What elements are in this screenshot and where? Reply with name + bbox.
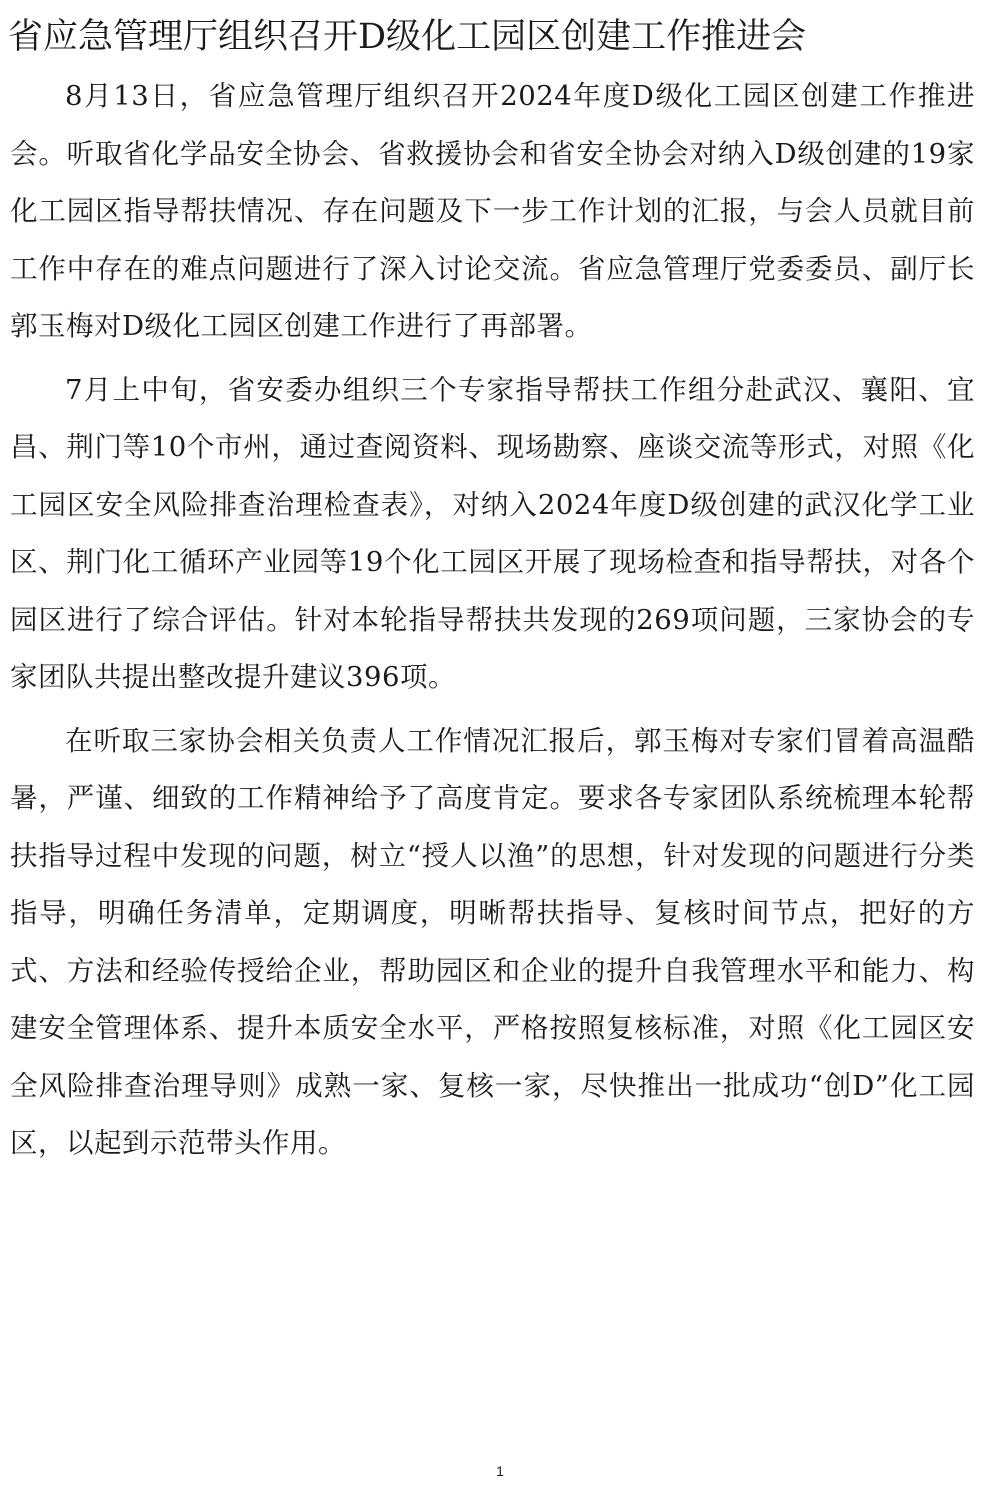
- document-body: [10, 68, 975, 1179]
- page-number: 1: [496, 1463, 504, 1479]
- paragraph-2: 7月上中旬，省安委办组织三个专家指导帮扶工作组分赴武汉、襄阳、宜昌、荆门等10个市州，通过查阅资料、现场勘察、座谈交流等形式，对照《化工园区安全风险排查治理检查表》，对纳入2024年度D级创建的武汉化学工业区、荆门化工循环产业园等19个化工园区开展了现场检查和指导帮扶，对各个园区进行了综合评估。针对本轮指导帮扶共发现的269项问题，三家协会的专家团队共提出整改提升建议396项。: [10, 373, 975, 693]
- document-title: 省应急管理厅组织召开D级化工园区创建工作推进会: [8, 17, 807, 57]
- paragraph-1: 8月13日，省应急管理厅组织召开2024年度D级化工园区创建工作推进会。听取省化学品安全协会、省救援协会和省安全协会对纳入D级创建的19家化工园区指导帮扶情况、存在问题及下一步工作计划的汇报，与会人员就目前工作中存在的难点问题进行了深入讨论交流。省应急管理厅党委委员、副厅长郭玉梅对D级化工园区创建工作进行了再部署。: [10, 80, 975, 342]
- paragraph-3: 在听取三家协会相关负责人工作情况汇报后，郭玉梅对专家们冒着高温酷暑，严谨、细致的工作精神给予了高度肯定。要求各专家团队系统梳理本轮帮扶指导过程中发现的问题，树立“授人以渔”的思想，针对发现的问题进行分类指导，明确任务清单，定期调度，明晰帮扶指导、复核时间节点，把好的方式、方法和经验传授给企业，帮助园区和企业的提升自我管理水平和能力、构建安全管理体系、提升本质安全水平，严格按照复核标准，对照《化工园区安全风险排查治理导则》成熟一家、复核一家，尽快推出一批成功“创D”化工园区，以起到示范带头作用。: [10, 724, 975, 1159]
